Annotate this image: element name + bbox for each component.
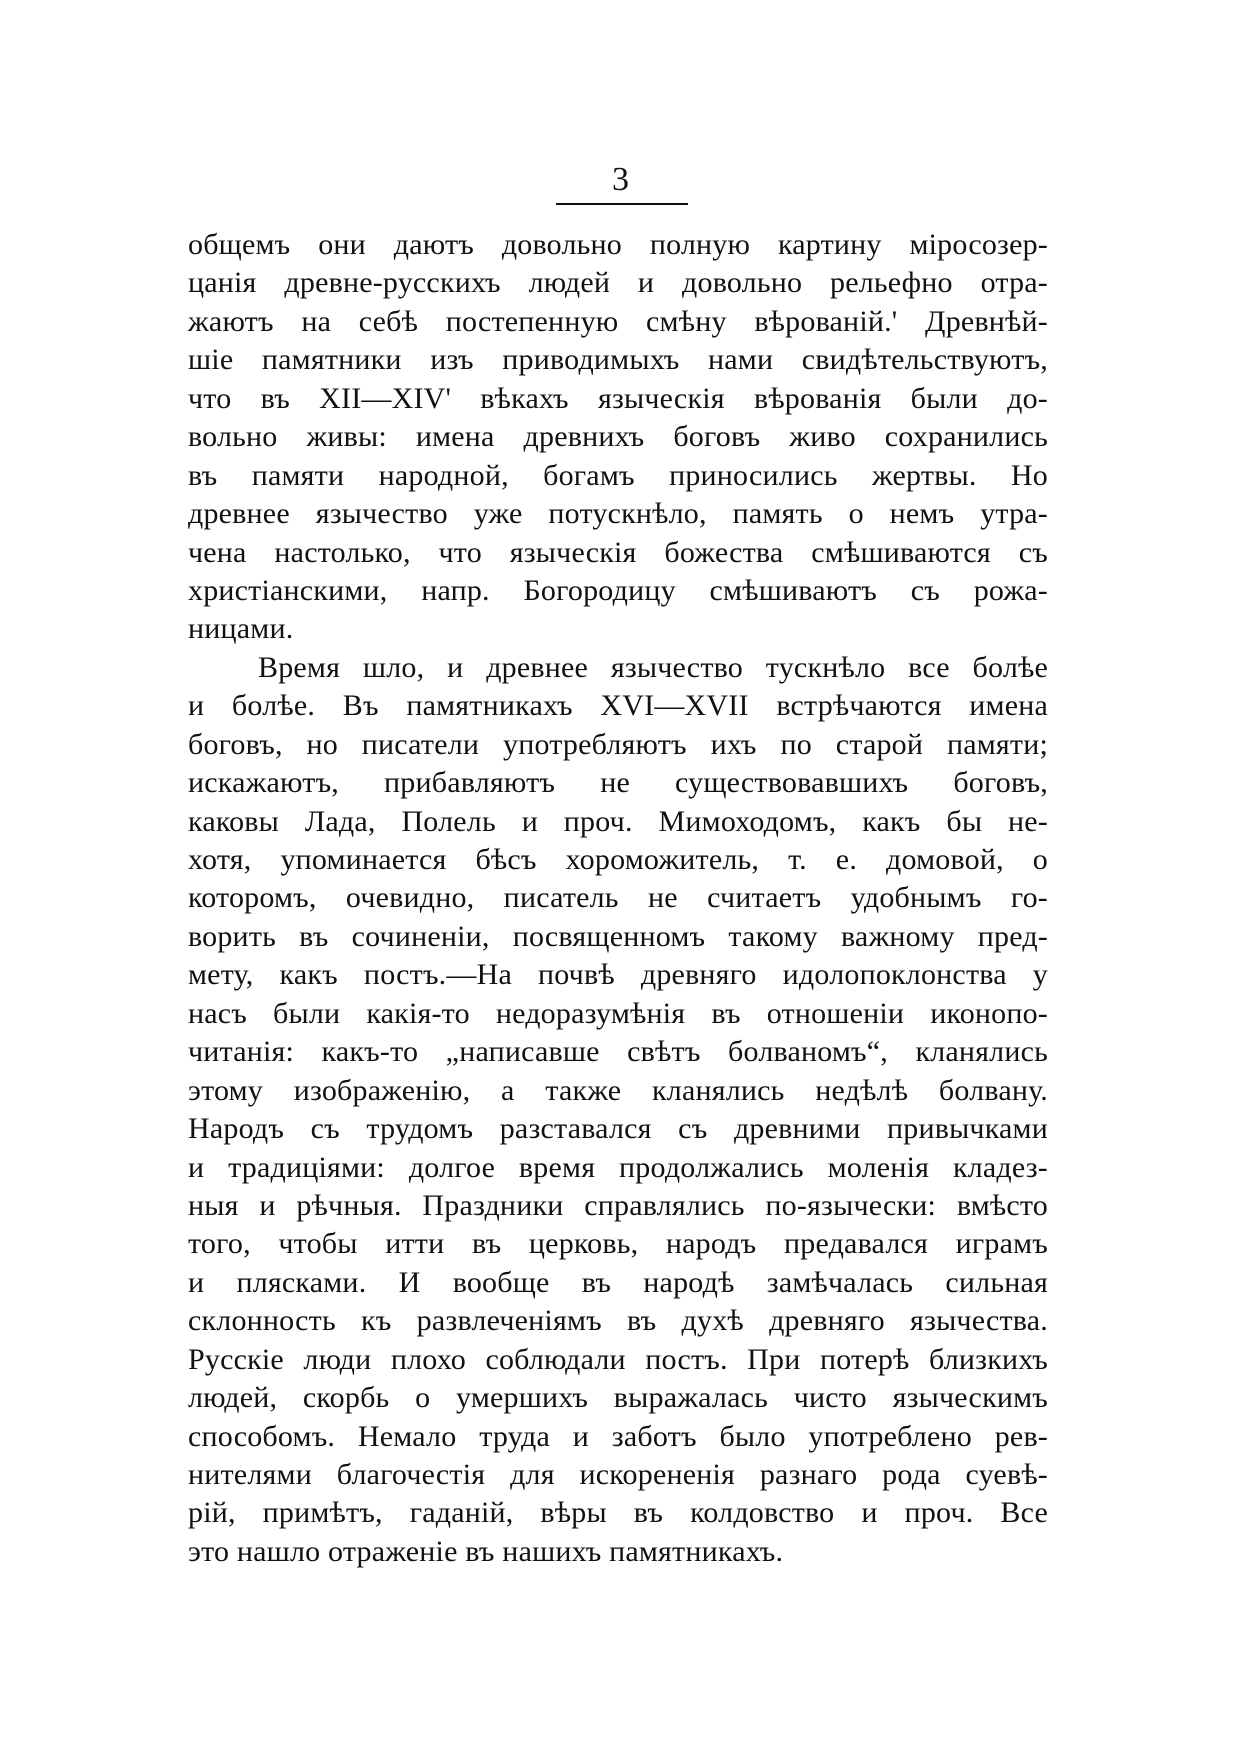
text-line: вольно живы: имена древнихъ боговъ живо сохранились — [188, 420, 1048, 454]
text-line: искажаютъ, прибавляютъ не существовавшихъ боговъ, — [188, 766, 1048, 800]
text-line: рій, примѣтъ, гаданій, вѣры въ колдовство и проч. Все — [188, 1496, 1048, 1530]
text-line: шіе памятники изъ приводимыхъ нами свидѣтельствуютъ, — [188, 343, 1048, 377]
text-line: это нашло отраженіе въ нашихъ памятникахъ. — [188, 1534, 784, 1568]
text-line: общемъ они даютъ довольно полную картину міросозер- — [188, 228, 1048, 261]
text-line: и традиціями: долгое время продолжались моленія кладез- — [188, 1150, 1048, 1184]
text-line: мету, какъ постъ.—На почвѣ древняго идолопоклонства у — [188, 958, 1048, 992]
text-line: склонность къ развлеченіямъ въ духѣ древняго язычества. — [188, 1304, 1048, 1338]
text-line: ныя и рѣчныя. Праздники справлялись по-язычески: вмѣсто — [188, 1188, 1048, 1222]
text-line: и болѣе. Въ памятникахъ XVI—XVII встрѣчаются имена — [188, 689, 1048, 723]
text-line: Время шло, и древнее язычество тускнѣло все болѣе — [258, 650, 1048, 684]
text-line: каковы Лада, Полель и проч. Мимоходомъ, какъ бы не- — [188, 804, 1048, 838]
text-line: христіанскими, напр. Богородицу смѣшиваютъ съ рожа- — [188, 573, 1048, 607]
text-line: насъ были какія-то недоразумѣнія въ отношеніи иконопо- — [188, 996, 1048, 1030]
text-line: людей, скорбь о умершихъ выражалась чисто языческимъ — [188, 1381, 1048, 1415]
page-number-rule — [556, 203, 688, 205]
text-line: боговъ, но писатели употребляютъ ихъ по старой памяти; — [188, 727, 1048, 761]
text-line: Народъ съ трудомъ разставался съ древними привычками — [188, 1112, 1048, 1146]
text-line: того, чтобы итти въ церковь, народъ предавался играмъ — [188, 1227, 1048, 1261]
text-line: древнее язычество уже потускнѣло, память о немъ утра- — [188, 497, 1048, 531]
text-line: жаютъ на себѣ постепенную смѣну вѣрованій.' Древнѣй- — [188, 304, 1048, 338]
text-line: способомъ. Немало труда и заботъ было употреблено рев- — [188, 1419, 1048, 1453]
text-line: ницами. — [188, 612, 294, 646]
text-line: которомъ, очевидно, писатель не считаетъ удобнымъ го- — [188, 881, 1048, 915]
text-line: нителями благочестія для искорененія разнаго рода суевѣ- — [188, 1458, 1048, 1491]
text-line: что въ XII—XIV' вѣкахъ языческія вѣрованія были до- — [188, 381, 1048, 415]
text-line: ворить въ сочиненіи, посвященномъ такому важному пред- — [188, 919, 1048, 953]
text-line: чена настолько, что языческія божества смѣшиваются съ — [188, 535, 1048, 569]
text-line: Русскіе люди плохо соблюдали постъ. При потерѣ близкихъ — [188, 1342, 1048, 1376]
text-line: хотя, упоминается бѣсъ хороможитель, т. е. домовой, о — [188, 843, 1048, 876]
text-line: этому изображенію, а также кланялись недѣлѣ болвану. — [188, 1073, 1048, 1107]
text-line: читанія: какъ-то „написавше свѣтъ болваномъ“, кланялись — [188, 1035, 1048, 1069]
text-line: въ памяти народной, богамъ приносились жертвы. Но — [188, 458, 1048, 492]
text-line: и плясками. И вообще въ народѣ замѣчалась сильная — [188, 1265, 1048, 1299]
body-text — [188, 226, 1048, 1571]
text-line: цанія древне-русскихъ людей и довольно рельефно отра- — [188, 266, 1048, 300]
page-number: 3 — [612, 161, 629, 198]
